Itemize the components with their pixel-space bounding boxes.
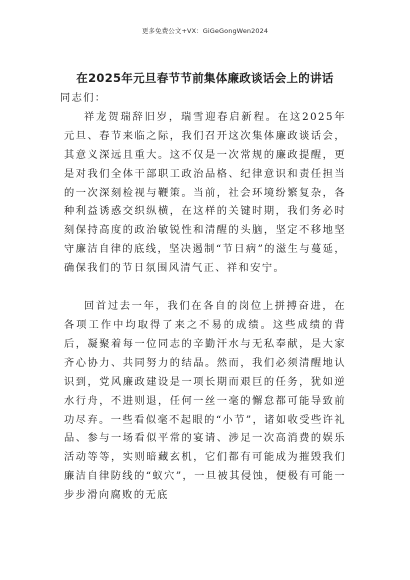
- header-note: 更多免费公文+VX：GiGeGongWen2024: [141, 27, 269, 35]
- salutation: 同志们：: [60, 93, 107, 104]
- body-paragraph: 祥龙贺瑞辞旧岁，瑞雪迎春启新程。在这2025年元旦、春节来临之际，我们召开这次集体廉政谈话会，其意义深远且重大。这不仅是一次常规的廉政提醒，更是对我们全体干部职工政治品格、纪律意识和责任担当的一次深刻检视与鞭策。当前，社会环境纷繁复杂，各种利益诱惑交织纵横，在这样的关键时期，我们务必时刻保持高度的政治敏锐性和清醒的头脑，坚定不移地坚守廉洁自律的底线，坚决遏制“节日病”的滋生与蔓延，确保我们的节日氛围风清气正、祥和安宁。: [64, 111, 346, 275]
- document-body: [60, 90, 346, 506]
- body-paragraph: 回首过去一年，我们在各自的岗位上拼搏奋进，在各项工作中均取得了来之不易的成绩。这些成绩的背后，凝聚着每一位同志的辛勤汗水与无私奉献，是大家齐心协力、共同努力的结晶。然而，我们必须清醒地认识到，党风廉政建设是一项长期而艰巨的任务，犹如逆水行舟，不进则退，任何一丝一毫的懈怠都可能导致前功尽弃。一些看似毫不起眼的“小节”，诸如收受些许礼品、参与一场看似平常的宴请、涉足一次高消费的娱乐活动等等，实则暗藏玄机，它们都有可能成为摧毁我们廉洁自律防线的“蚁穴”，一旦被其侵蚀，便极有可能一步步滑向腐败的无底: [64, 301, 346, 502]
- document-title: 在2025年元旦春节节前集体廉政谈话会上的讲话: [76, 71, 334, 85]
